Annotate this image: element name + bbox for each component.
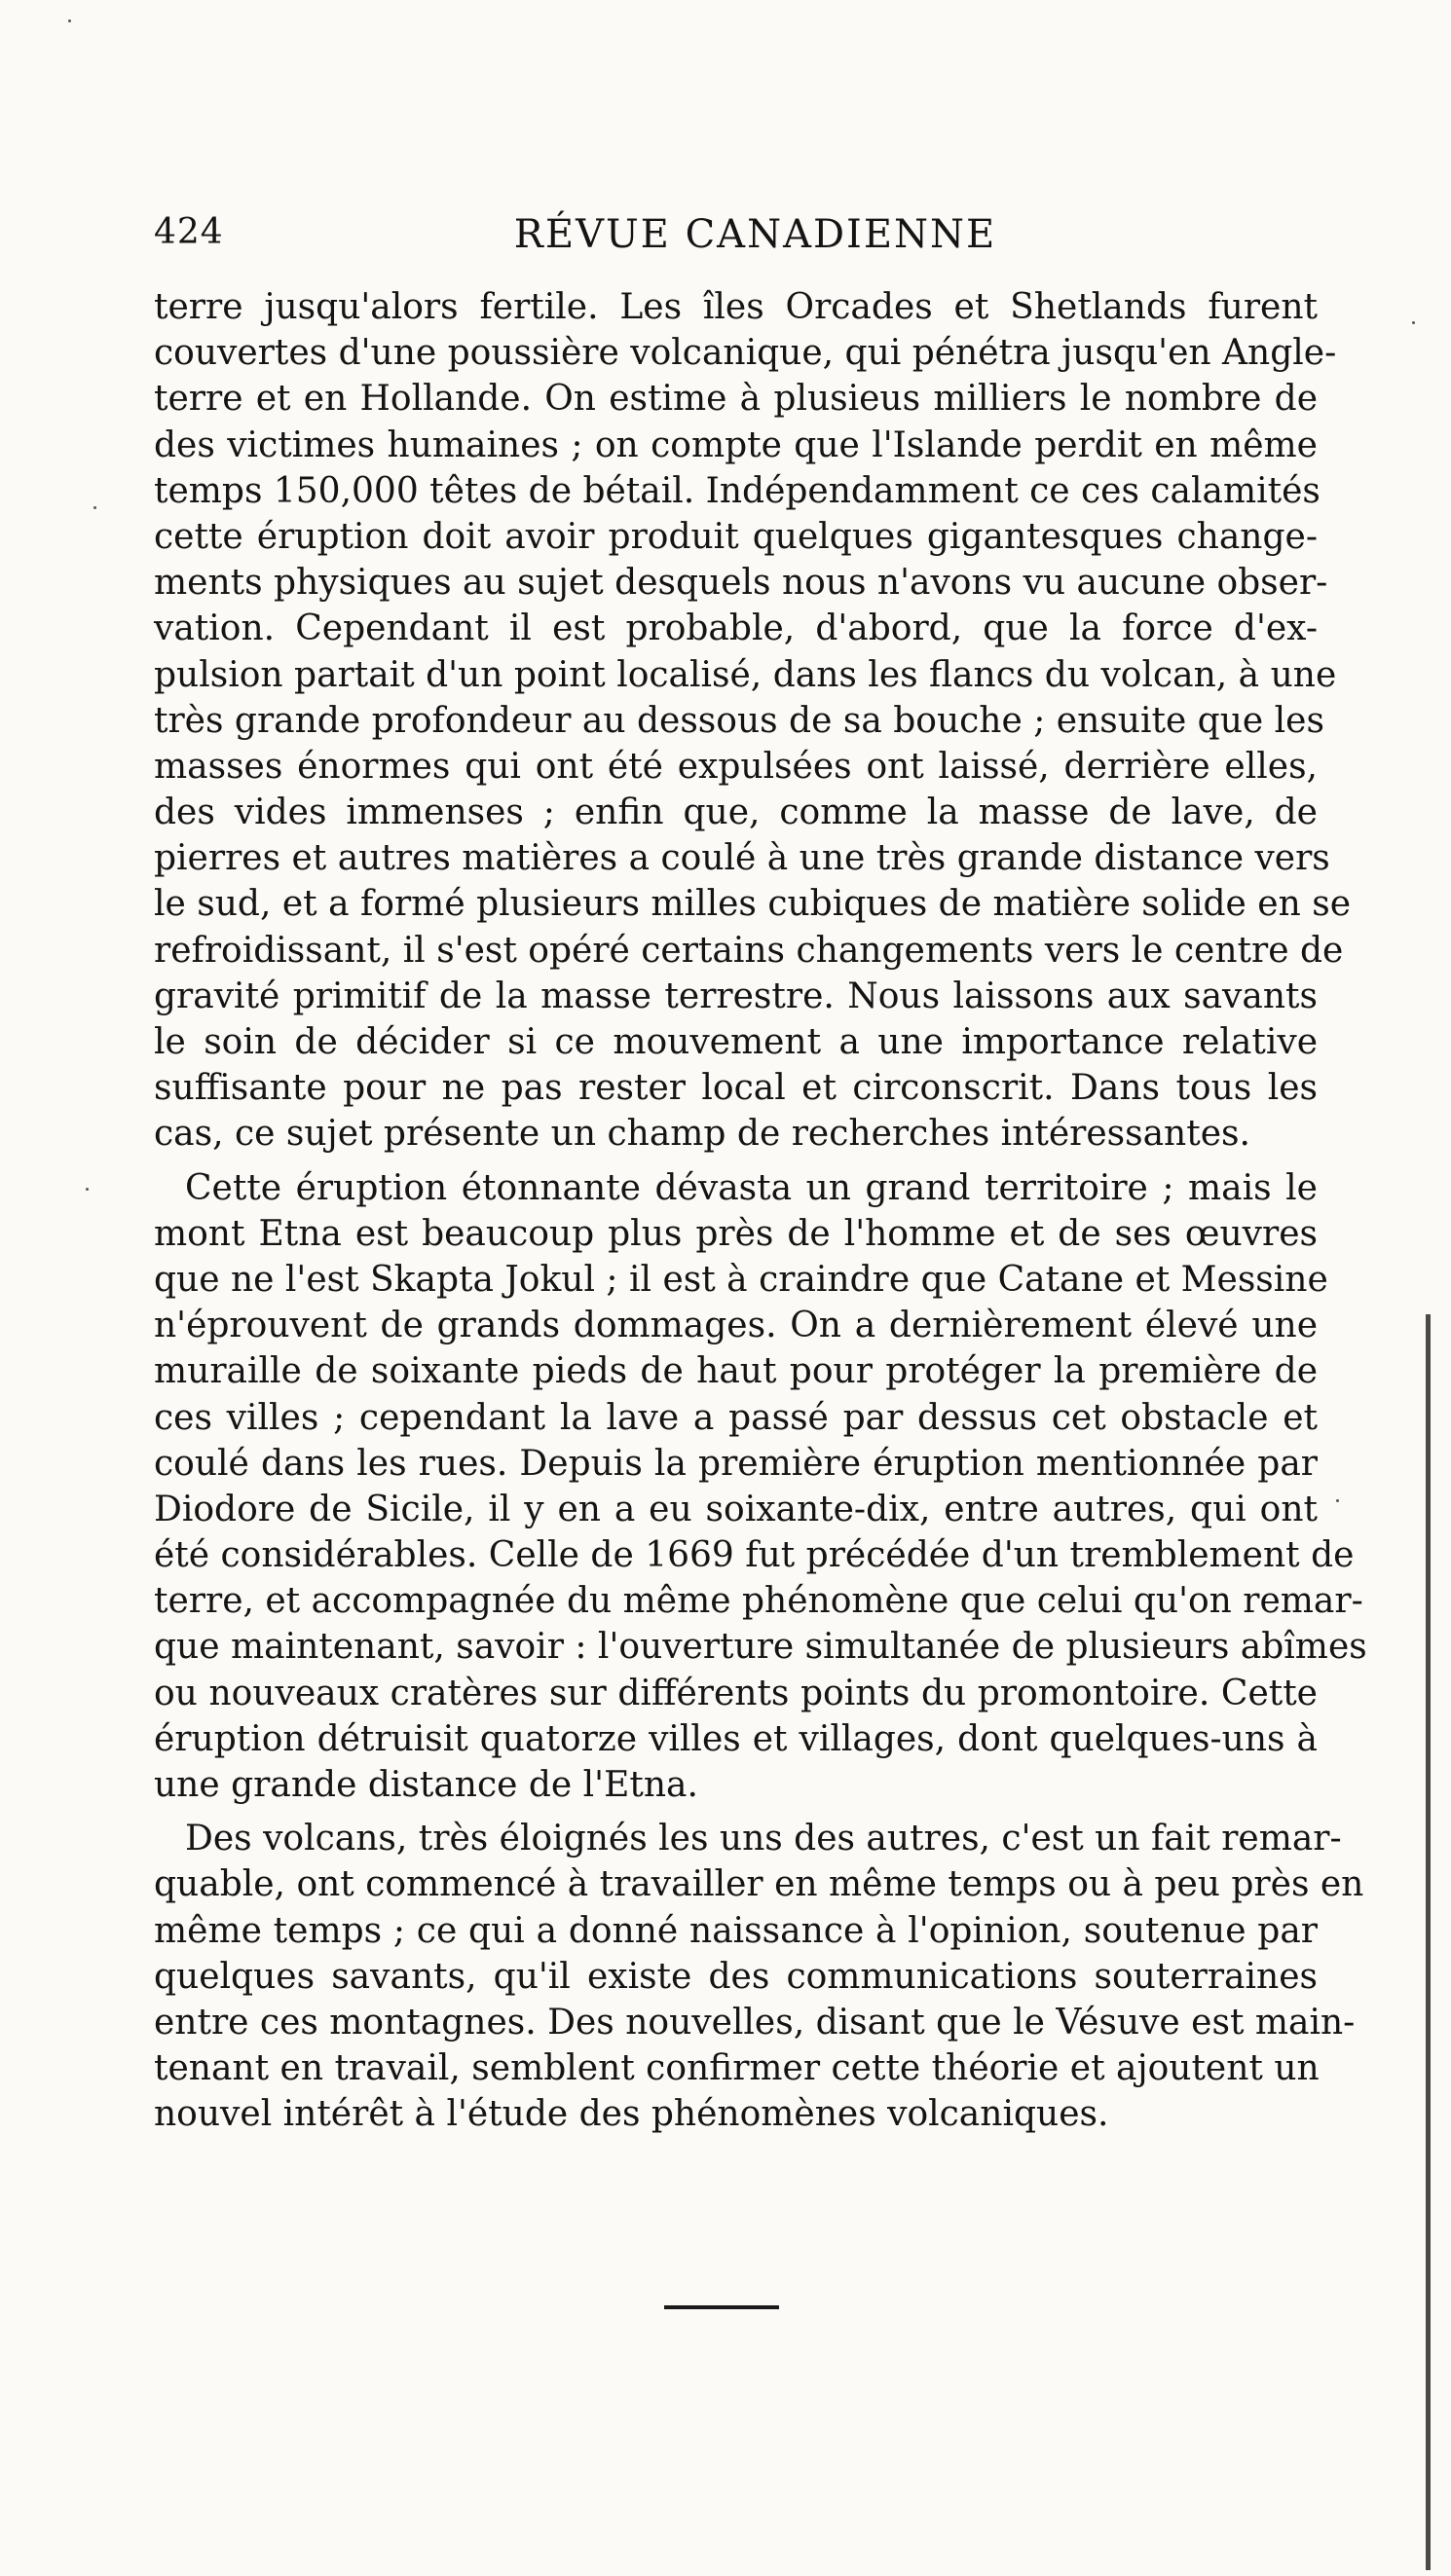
text-line: masses énormes qui ont été expulsées ont laissé, derrière elles, <box>154 746 1318 787</box>
text-line: une grande distance de l'Etna. <box>154 1765 698 1805</box>
text-line: vation. Cependant il est probable, d'abord, que la force d'ex- <box>154 608 1318 649</box>
journal-title: RÉVUE CANADIENNE <box>513 212 997 257</box>
paper-speck <box>86 1188 89 1191</box>
text-line: ou nouveaux cratères sur différents points du promontoire. Cette <box>154 1673 1318 1713</box>
text-line: très grande profondeur au dessous de sa bouche ; ensuite que les <box>154 700 1324 741</box>
text-line: cas, ce sujet présente un champ de recherches intéressantes. <box>154 1114 1250 1155</box>
text-line: des vides immenses ; enfin que, comme la masse de lave, de <box>154 792 1318 833</box>
text-line: terre jusqu'alors fertile. Les îles Orcades et Shetlands furent <box>154 287 1318 327</box>
text-line: nouvel intérêt à l'étude des phénomènes volcaniques. <box>154 2094 1109 2135</box>
paper-speck <box>93 506 96 509</box>
body-text <box>154 284 1367 2138</box>
paper-speck <box>1336 1499 1339 1502</box>
running-head <box>154 212 1318 271</box>
paragraph <box>154 284 1351 1158</box>
text-line: le sud, et a formé plusieurs milles cubiques de matière solide en se <box>154 884 1351 925</box>
text-line: gravité primitif de la masse terrestre. Nous laissons aux savants <box>154 975 1318 1016</box>
paragraph-gap <box>154 1158 1318 1165</box>
text-line: entre ces montagnes. Des nouvelles, disant que le Vésuve est main- <box>154 2002 1356 2042</box>
text-line: muraille de soixante pieds de haut pour protéger la première de <box>154 1351 1318 1392</box>
text-line: ments physiques au sujet desquels nous n'avons vu aucune obser- <box>154 563 1328 604</box>
text-line: cette éruption doit avoir produit quelques gigantesques change- <box>154 516 1318 557</box>
margin-rule <box>1426 1314 1431 2570</box>
text-line: quelques savants, qu'il existe des communications souterraines <box>154 1956 1318 1997</box>
paragraph <box>154 1816 1364 2137</box>
text-line: suffisante pour ne pas rester local et circonscrit. Dans tous les <box>154 1068 1318 1109</box>
text-line: terre et en Hollande. On estime à plusieus milliers le nombre de <box>154 379 1318 420</box>
text-line: quable, ont commencé à travailler en même temps ou à peu près en <box>154 1864 1364 1905</box>
text-line: pierres et autres matières a coulé à une très grande distance vers <box>154 838 1330 879</box>
text-line: tenant en travail, semblent confirmer cette théorie et ajoutent un <box>154 2048 1320 2089</box>
text-line: Des volcans, très éloignés les uns des autres, c'est un fait remar- <box>185 1819 1342 1859</box>
text-line: éruption détruisit quatorze villes et villages, dont quelques-uns à <box>154 1718 1318 1759</box>
end-rule <box>664 2305 779 2309</box>
text-line: refroidissant, il s'est opéré certains changements vers le centre de <box>154 930 1344 971</box>
text-line: coulé dans les rues. Depuis la première éruption mentionnée par <box>154 1443 1318 1484</box>
text-line: que ne l'est Skapta Jokul ; il est à craindre que Catane et Messine <box>154 1259 1328 1300</box>
text-line: n'éprouvent de grands dommages. On a dernièrement élevé une <box>154 1306 1318 1346</box>
paper-speck <box>68 19 71 22</box>
text-line: même temps ; ce qui a donné naissance à l'opinion, soutenue par <box>154 1910 1318 1951</box>
text-line: mont Etna est beaucoup plus près de l'homme et de ses œuvres <box>154 1213 1318 1254</box>
text-line: que maintenant, savoir : l'ouverture simultanée de plusieurs abîmes <box>154 1627 1367 1668</box>
paragraph <box>154 1165 1367 1809</box>
text-line: temps 150,000 têtes de bétail. Indépendamment ce ces calamités <box>154 470 1321 511</box>
paragraph-gap <box>154 1808 1318 1816</box>
text-line: ces villes ; cependant la lave a passé par dessus cet obstacle et <box>154 1397 1318 1438</box>
text-line: pulsion partait d'un point localisé, dans les flancs du volcan, à une <box>154 654 1337 695</box>
text-line: Diodore de Sicile, il y en a eu soixante-dix, entre autres, qui ont <box>154 1489 1318 1529</box>
text-line: été considérables. Celle de 1669 fut précédée d'un tremblement de <box>154 1535 1355 1576</box>
page-number: 424 <box>154 212 224 252</box>
text-line: le soin de décider si ce mouvement a une importance relative <box>154 1022 1318 1062</box>
paper-speck <box>1412 321 1415 324</box>
text-line: des victimes humaines ; on compte que l'Islande perdit en même <box>154 424 1318 465</box>
text-line: terre, et accompagnée du même phénomène que celui qu'on remar- <box>154 1581 1363 1622</box>
text-line: Cette éruption étonnante dévasta un grand territoire ; mais le <box>185 1167 1318 1208</box>
text-line: couvertes d'une poussière volcanique, qui pénétra jusqu'en Angle- <box>154 333 1337 374</box>
